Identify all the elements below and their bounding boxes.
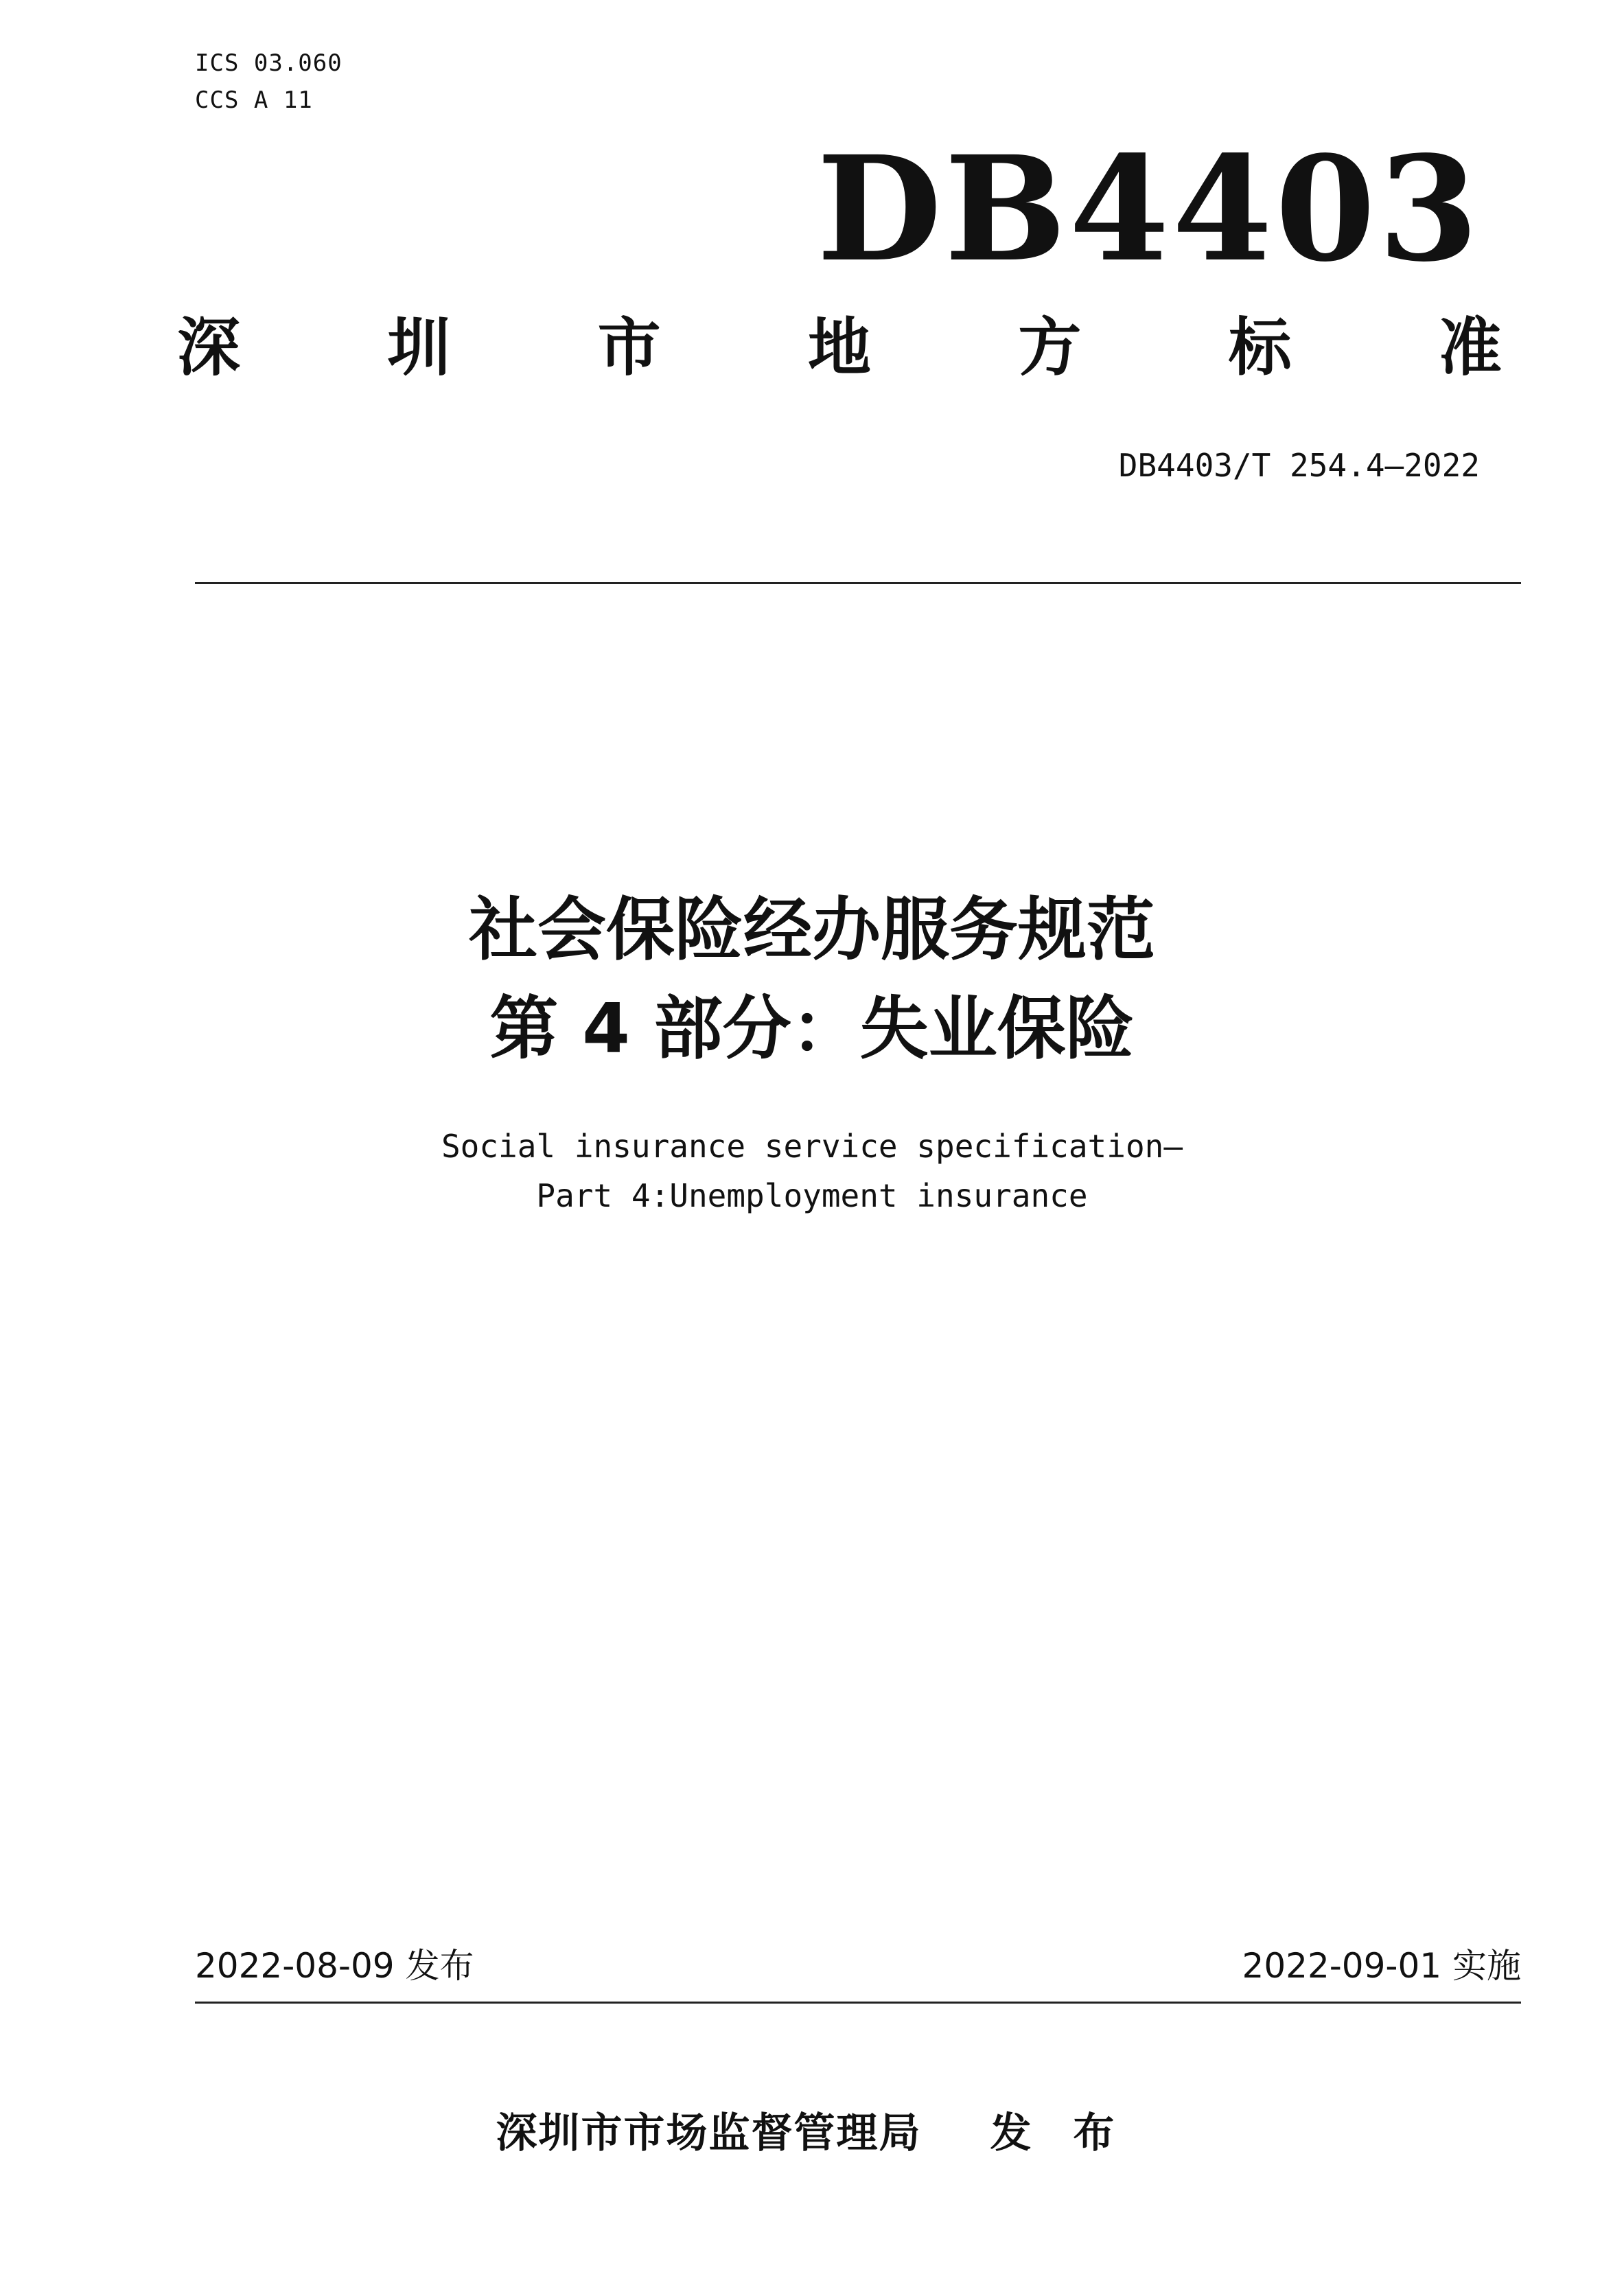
local-standard-char: 圳 (387, 311, 451, 384)
document-title-cn-line2: 第 4 部分：失业保险 (489, 988, 1135, 1069)
issuer-organization: 深圳市市场监督管理局 (496, 2109, 922, 2157)
document-title-cn-line1: 社会保险经办服务规范 (469, 890, 1155, 970)
document-title-en-line2: Part 4:Unemployment insurance (536, 1177, 1088, 1214)
local-standard-char: 标 (1228, 311, 1292, 384)
local-standard-char: 市 (597, 311, 661, 384)
ccs-code: CCS A 11 (195, 86, 313, 114)
local-standard-char: 地 (807, 311, 871, 384)
local-standard-char: 方 (1018, 311, 1082, 384)
document-title-en-line1: Social insurance service specification— (441, 1128, 1183, 1165)
issuer-verb: 发 布 (990, 2109, 1128, 2157)
issuer-line (0, 2106, 1624, 2161)
publish-date: 2022-08-09 发布 (195, 1946, 474, 1986)
ics-code: ICS 03.060 (195, 49, 343, 77)
footer-divider (195, 2002, 1521, 2004)
standard-number: DB4403/T 254.4—2022 (1118, 447, 1480, 484)
effective-date: 2022-09-01 实施 (1242, 1946, 1521, 1986)
local-standard-char: 深 (177, 311, 241, 384)
header-divider (195, 582, 1521, 584)
local-standard-label (177, 310, 1502, 386)
standard-code-heading: DB4403 (816, 124, 1481, 294)
local-standard-char: 准 (1438, 311, 1502, 384)
